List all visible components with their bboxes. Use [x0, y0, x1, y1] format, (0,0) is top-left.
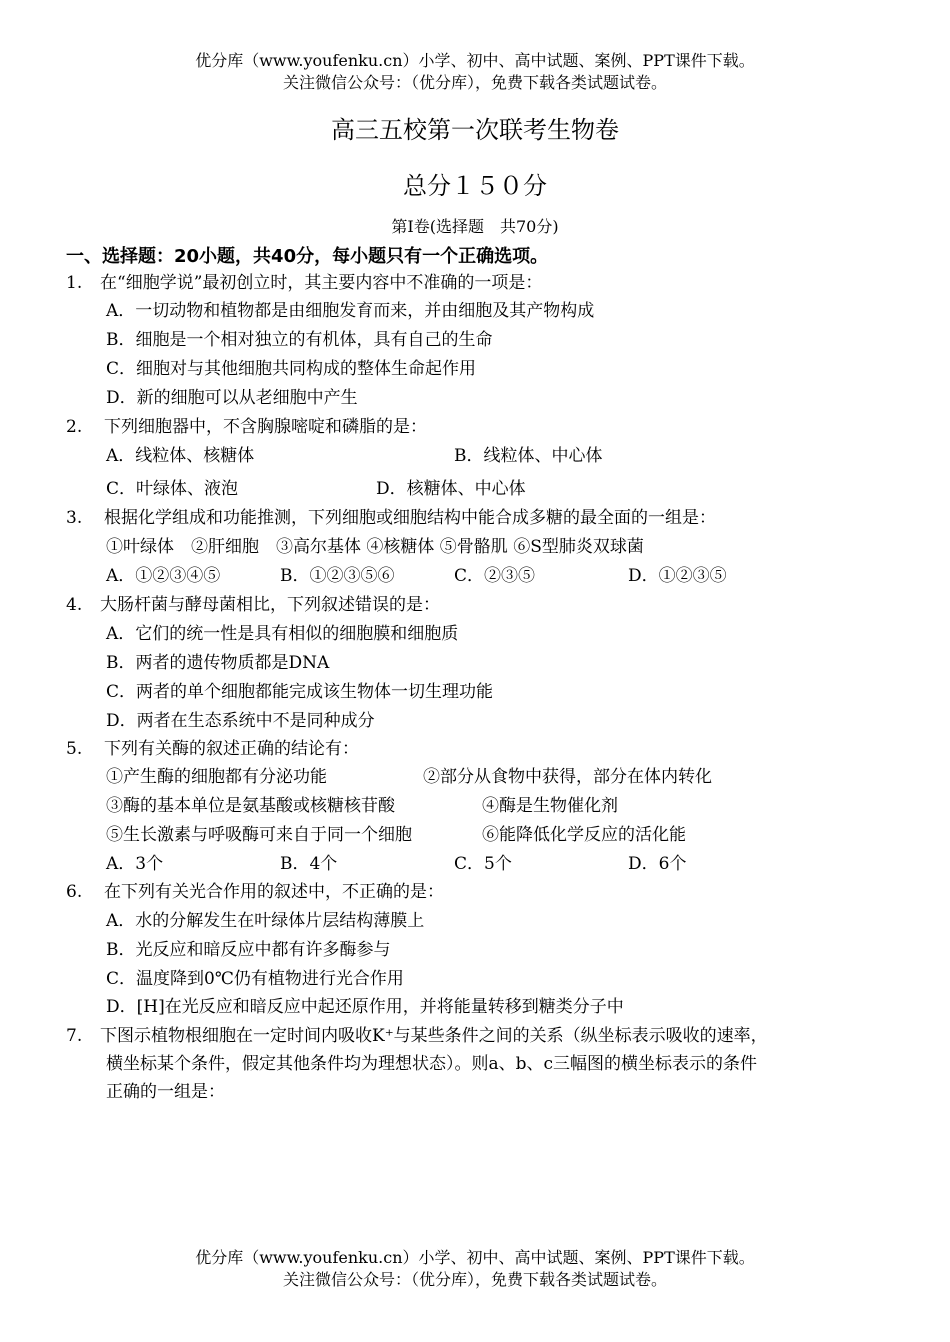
question-items: ①叶绿体 ②肝细胞 ③高尔基体 ④核糖体 ⑤骨骼肌 ⑥S型肺炎双球菌 — [106, 537, 644, 557]
question-stem: 根据化学组成和功能推测，下列细胞或细胞结构中能合成多糖的最全面的一组是： — [104, 508, 716, 528]
question-number: 7. — [66, 1026, 83, 1046]
statement-5: ⑤生长激素与呼吸酶可来自于同一个细胞 — [106, 825, 412, 845]
option-d: D．新的细胞可以从老细胞中产生 — [106, 388, 358, 408]
statement-2: ②部分从食物中获得，部分在体内转化 — [423, 767, 712, 787]
option-a: A．一切动物和植物都是由细胞发育而来，并由细胞及其产物构成 — [106, 301, 595, 321]
footer-line-1: 优分库（www.youfenku.cn）小学、初中、高中试题、案例、PPT课件下载。 — [195, 1248, 755, 1267]
page-header — [0, 50, 950, 94]
footer-line-2: 关注微信公众号：（优分库），免费下载各类试题试卷。 — [282, 1270, 667, 1289]
question-stem: 大肠杆菌与酵母菌相比，下列叙述错误的是： — [100, 595, 440, 615]
option-c: C．温度降到0℃仍有植物进行光合作用 — [106, 969, 404, 989]
option-a: A．它们的统一性是具有相似的细胞膜和细胞质 — [106, 624, 459, 644]
option-b: B．细胞是一个相对独立的有机体，具有自己的生命 — [106, 330, 493, 350]
exam-title: 高三五校第一次联考生物卷 — [331, 116, 619, 144]
option-c: C．叶绿体、液泡 — [106, 479, 239, 499]
option-c: C．细胞对与其他细胞共同构成的整体生命起作用 — [106, 359, 477, 379]
question-stem-line-3: 正确的一组是： — [106, 1082, 225, 1102]
option-a: A．水的分解发生在叶绿体片层结构薄膜上 — [106, 911, 425, 931]
question-number: 3. — [66, 508, 83, 528]
exam-total-score: 总分１５０分 — [403, 172, 547, 200]
question-number: 6. — [66, 882, 83, 902]
statement-6: ⑥能降低化学反应的活化能 — [482, 825, 686, 845]
question-number: 1. — [66, 273, 83, 293]
option-a: A．①②③④⑤ — [106, 566, 221, 586]
section-heading: 一、选择题：20小题，共40分，每小题只有一个正确选项。 — [66, 246, 549, 267]
header-line-2: 关注微信公众号：（优分库），免费下载各类试题试卷。 — [282, 73, 667, 92]
option-d: D．两者在生态系统中不是同种成分 — [106, 711, 375, 731]
option-b: B．①②③⑤⑥ — [280, 566, 395, 586]
question-stem: 在下列有关光合作用的叙述中，不正确的是： — [104, 882, 444, 902]
question-stem-line-2: 横坐标某个条件，假定其他条件均为理想状态）。则a、b、c三幅图的横坐标表示的条件 — [106, 1054, 758, 1074]
question-number: 2. — [66, 417, 83, 437]
page-footer — [0, 1247, 950, 1291]
option-a: A．3个 — [106, 854, 164, 874]
question-stem: 下列有关酶的叙述正确的结论有： — [104, 739, 359, 759]
option-d: D．6个 — [628, 854, 687, 874]
question-number: 5. — [66, 739, 83, 759]
question-stem: 在“细胞学说”最初创立时，其主要内容中不准确的一项是： — [100, 273, 543, 293]
header-line-1: 优分库（www.youfenku.cn）小学、初中、高中试题、案例、PPT课件下载。 — [195, 51, 755, 70]
option-c: C．②③⑤ — [454, 566, 536, 586]
option-d: D．核糖体、中心体 — [376, 479, 526, 499]
statement-3: ③酶的基本单位是氨基酸或核糖核苷酸 — [106, 796, 395, 816]
question-stem-line-1: 下图示植物根细胞在一定时间内吸收K⁺与某些条件之间的关系（纵坐标表示吸收的速率， — [100, 1026, 768, 1046]
question-stem: 下列细胞器中，不含胸腺嘧啶和磷脂的是： — [104, 417, 427, 437]
option-c: C．5个 — [454, 854, 512, 874]
question-number: 4. — [66, 595, 83, 615]
option-d: D．①②③⑤ — [628, 566, 727, 586]
option-d: D．[H]在光反应和暗反应中起还原作用，并将能量转移到糖类分子中 — [106, 997, 624, 1017]
option-b: B．线粒体、中心体 — [454, 446, 603, 466]
option-b: B．4个 — [280, 854, 338, 874]
option-c: C．两者的单个细胞都能完成该生物体一切生理功能 — [106, 682, 494, 702]
statement-4: ④酶是生物催化剂 — [482, 796, 618, 816]
option-b: B．光反应和暗反应中都有许多酶参与 — [106, 940, 391, 960]
exam-part-label: 第Ⅰ卷(选择题 共70分) — [391, 217, 559, 236]
option-a: A．线粒体、核糖体 — [106, 446, 255, 466]
statement-1: ①产生酶的细胞都有分泌功能 — [106, 767, 327, 787]
option-b: B．两者的遗传物质都是DNA — [106, 653, 330, 673]
